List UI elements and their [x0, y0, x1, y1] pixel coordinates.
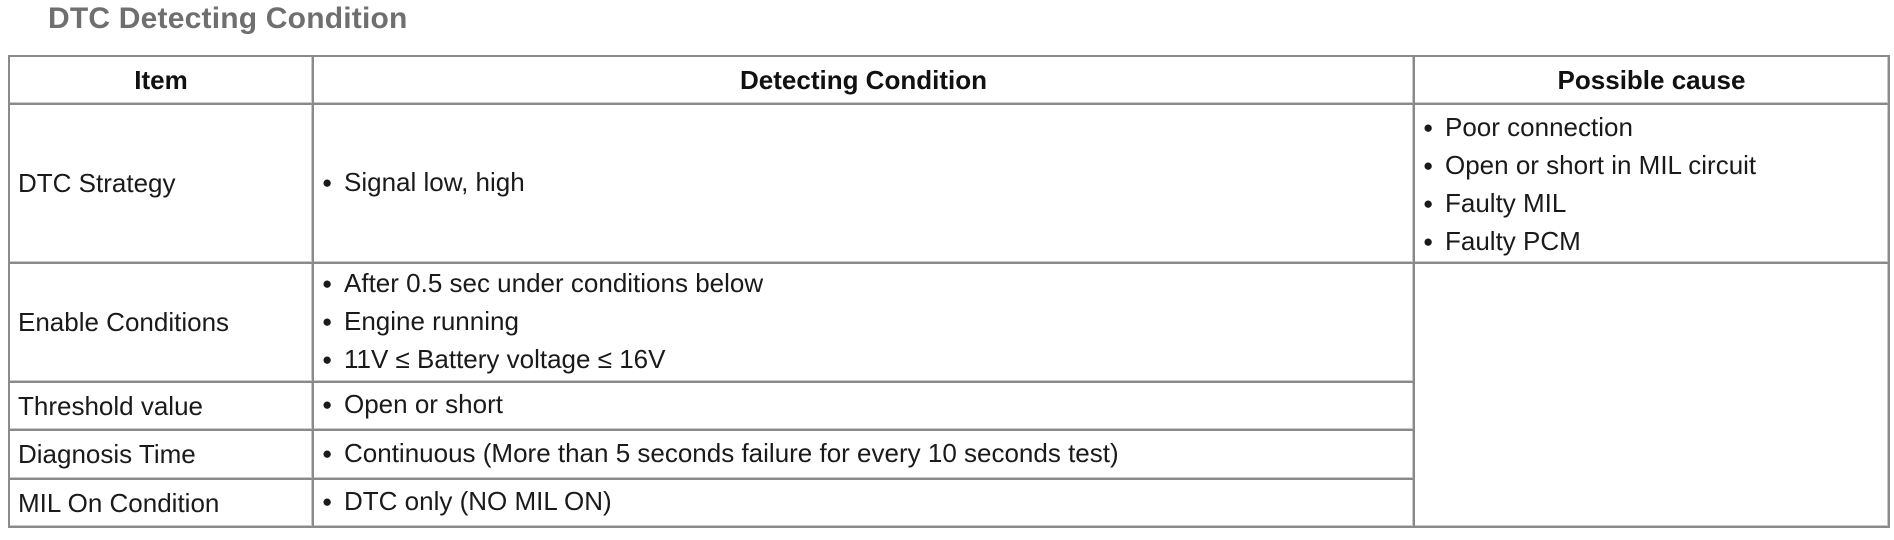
condition-item: ● After 0.5 sec under conditions below — [322, 266, 1405, 304]
table-header-row — [9, 56, 1889, 104]
condition-item: ● Open or short — [322, 387, 1405, 425]
dtc-condition-table — [8, 55, 1890, 528]
condition-list — [322, 436, 1405, 474]
possible-cause-list — [1423, 110, 1880, 262]
condition-item: ● Continuous (More than 5 seconds failure for every 10 seconds test) — [322, 436, 1405, 474]
condition-list — [322, 266, 1405, 380]
condition-item: ● Engine running — [322, 304, 1405, 342]
item-cell: Threshold value — [9, 382, 313, 430]
item-cell: Diagnosis Time — [9, 430, 313, 479]
condition-item: ● DTC only (NO MIL ON) — [322, 484, 1405, 522]
possible-cause-item: ● Faulty MIL — [1423, 186, 1880, 224]
item-cell: Enable Conditions — [9, 263, 313, 382]
empty-cause-cell — [1414, 263, 1889, 527]
condition-item: ● Signal low, high — [322, 165, 1405, 203]
condition-list — [322, 484, 1405, 522]
condition-cell — [313, 430, 1414, 479]
table-row — [9, 104, 1889, 263]
possible-cause-cell — [1414, 104, 1889, 263]
possible-cause-item: ● Open or short in MIL circuit — [1423, 148, 1880, 186]
condition-cell — [313, 382, 1414, 430]
condition-cell — [313, 263, 1414, 382]
possible-cause-item: ● Faulty PCM — [1423, 224, 1880, 262]
condition-cell — [313, 479, 1414, 527]
condition-list — [322, 165, 1405, 203]
header-possible-cause: Possible cause — [1414, 56, 1889, 104]
item-cell: DTC Strategy — [9, 104, 313, 263]
possible-cause-item: ● Poor connection — [1423, 110, 1880, 148]
header-item: Item — [9, 56, 313, 104]
condition-cell — [313, 104, 1414, 263]
table-row — [9, 263, 1889, 382]
condition-list — [322, 387, 1405, 425]
page-title: DTC Detecting Condition — [48, 2, 408, 35]
condition-item: ● 11V ≤ Battery voltage ≤ 16V — [322, 342, 1405, 380]
item-cell: MIL On Condition — [9, 479, 313, 527]
header-detecting-condition: Detecting Condition — [313, 56, 1414, 104]
